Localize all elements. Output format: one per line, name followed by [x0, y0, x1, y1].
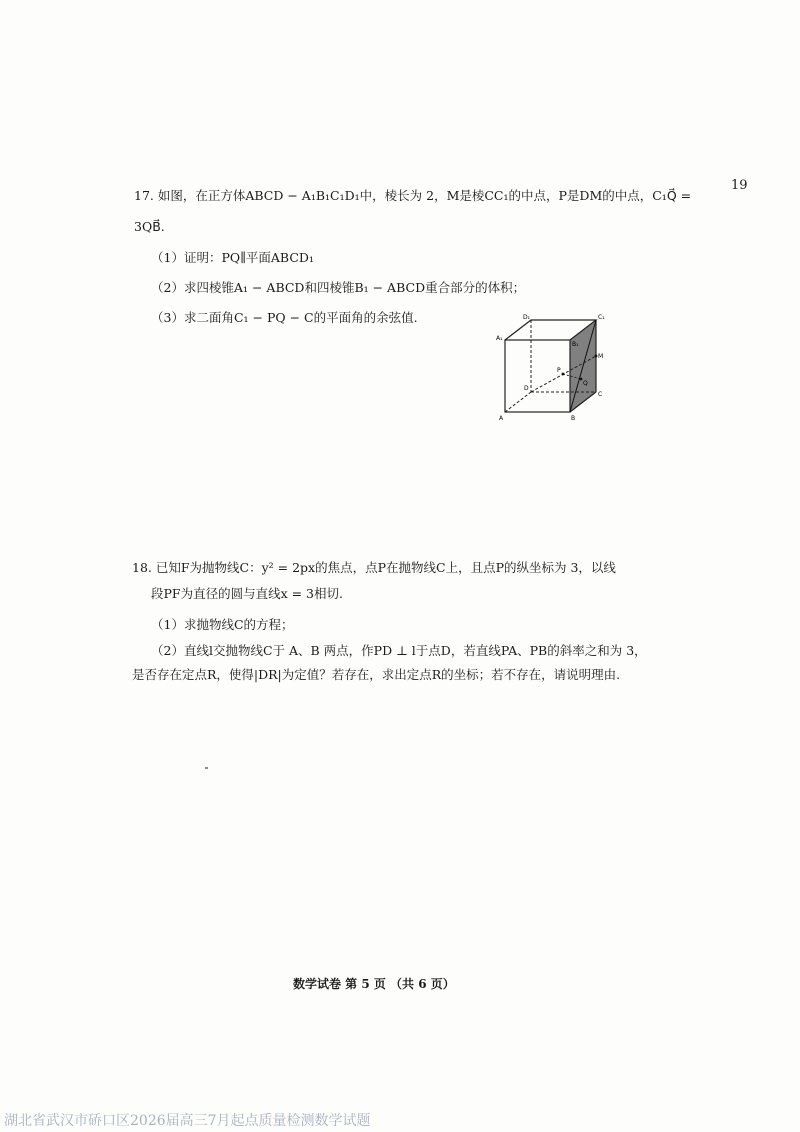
label-a: A [499, 415, 504, 422]
label-c1: C₁ [598, 314, 605, 321]
label-d: D [524, 385, 529, 392]
label-b1: B₁ [572, 341, 579, 348]
q18-part2-line2: 是否存在定点R，使得|DR|为定值？若存在，求出定点R的坐标；若不存在，请说明理由. [132, 667, 621, 682]
q17-stem-line1: 17. 如图，在正方体ABCD − A₁B₁C₁D₁中，棱长为 2，M是棱CC₁的中点，P是DM的中点，C₁Q⃗ = [134, 188, 692, 203]
label-c: C [598, 391, 603, 398]
q17-part3: （3）求二面角C₁ − PQ − C的平面角的余弦值. [151, 310, 418, 325]
q17-part2: （2）求四棱锥A₁ − ABCD和四棱锥B₁ − ABCD重合部分的体积； [151, 280, 526, 295]
q18-stem-line1: 18. 已知F为抛物线C：y² = 2px的焦点，点P在抛物线C上，且点P的纵坐标为 3，以线 [132, 560, 616, 575]
stray-mark [205, 767, 208, 769]
q17-stem-line2: 3QB⃗. [134, 219, 165, 234]
page-corner-number: 19 [731, 178, 748, 193]
watermark: 湖北省武汉市硚口区2026届高三7月起点质量检测数学试题 [4, 1113, 371, 1129]
point-m [595, 355, 598, 358]
q18-part1: （1）求抛物线C的方程； [151, 617, 294, 632]
q18-part2-line1: （2）直线l交抛物线C于 A、B 两点，作PD ⊥ l于点D，若直线PA、PB的斜率之和为 3， [151, 643, 647, 658]
label-b: B [571, 415, 576, 422]
point-p [562, 373, 565, 376]
label-m: M [598, 353, 604, 360]
page-footer: 数学试卷 第 5 页 （共 6 页） [293, 977, 455, 991]
point-q [580, 378, 583, 381]
label-q: Q [583, 380, 588, 387]
label-a1: A₁ [496, 335, 503, 342]
edge-ad-hidden [505, 392, 531, 412]
q18-stem-line2: 段PF为直径的圆与直线x = 3相切. [151, 586, 343, 601]
front-face [505, 340, 570, 412]
q17-part1: （1）证明：PQ∥平面ABCD₁ [151, 250, 314, 265]
cube-figure [490, 310, 620, 435]
label-p: P [557, 367, 561, 374]
label-d1: D₁ [523, 314, 531, 321]
